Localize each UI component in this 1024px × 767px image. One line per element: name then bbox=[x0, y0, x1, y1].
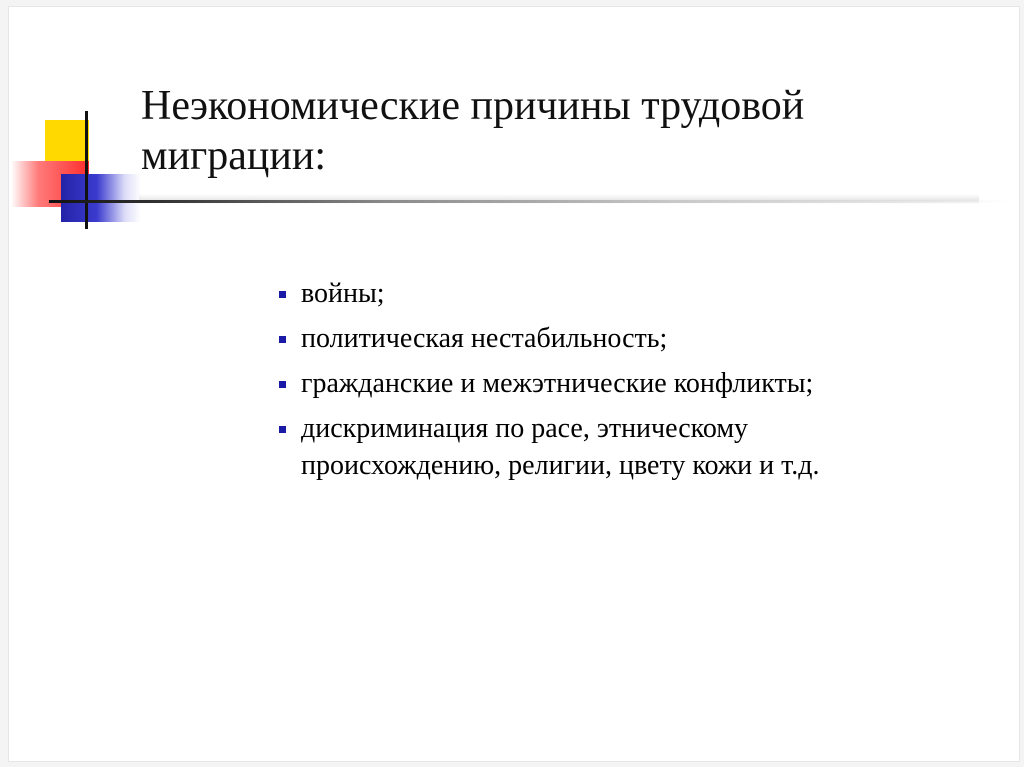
slide bbox=[8, 6, 1020, 762]
slide-title: Неэкономические причины трудовой миграции: bbox=[141, 83, 805, 179]
bullet-text: гражданские и межэтнические конфликты; bbox=[301, 368, 814, 399]
bullet-text: дискриминация по расе, этническому происхождению, религии, цвету кожи и т.д. bbox=[301, 413, 820, 481]
bullet-item bbox=[271, 320, 891, 357]
square-bullet-icon bbox=[279, 426, 286, 433]
bullet-item bbox=[271, 275, 891, 312]
bullet-item bbox=[271, 365, 891, 402]
bullet-text: политическая нестабильность; bbox=[301, 323, 668, 354]
square-bullet-icon bbox=[279, 381, 286, 388]
bullet-list bbox=[271, 275, 891, 492]
bullet-text: войны; bbox=[301, 278, 385, 309]
decor-blue-gradient-bar bbox=[61, 174, 141, 222]
bullet-item bbox=[271, 410, 891, 484]
square-bullet-icon bbox=[279, 336, 286, 343]
square-bullet-icon bbox=[279, 291, 286, 298]
decor-title-underline bbox=[49, 200, 1009, 203]
decor-vertical-line bbox=[85, 111, 88, 229]
